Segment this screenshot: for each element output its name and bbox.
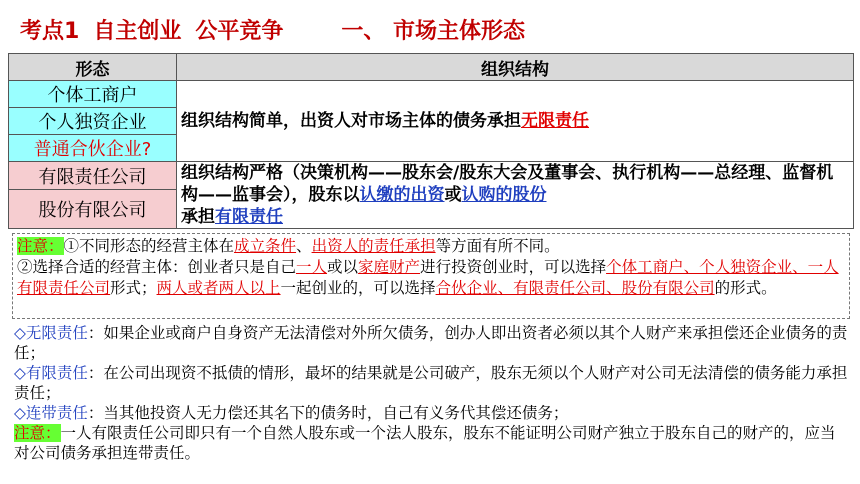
joint-label: ◇连带责任 <box>14 404 88 422</box>
desc-limited <box>177 162 854 229</box>
title-part1: 自主创业 <box>93 19 182 44</box>
form-general-partnership: 普通合伙企业? <box>9 135 177 162</box>
note-n2d: 家庭财产 <box>358 258 421 276</box>
note-n2g: 形式； <box>110 279 157 297</box>
desc2-text: 组织结构严格（决策机构——股东会/股东大会及董事会、执行机构——总经理、监督机构——监事会），股东以 <box>181 163 834 205</box>
note-n2c: 或以 <box>327 258 359 276</box>
title-part2: 公平竞争 <box>195 19 284 44</box>
joint-liability-item <box>14 403 850 423</box>
note-n2i: 一起创业的，可以选择 <box>280 279 436 297</box>
note-n2f: 个体工商户、个人独资企业、一人有限责任公司 <box>17 258 839 297</box>
limited-text: ：在公司出现资不抵债的情形，最坏的结果就是公司破产，股东无须以个人财产对公司无法清偿的债务能力承担责任； <box>14 364 848 402</box>
joint-text: ：当其他投资人无力偿还其名下的债务时，自己有义务代其偿还债务； <box>87 404 569 422</box>
form-llc: 有限责任公司 <box>9 162 177 190</box>
unlimited-text: ：如果企业或商户自身资产无法清偿对外所欠债务，创办人即出资者必须以其个人财产来承担偿还企业债务的责任； <box>14 324 848 362</box>
table-header-row <box>9 54 854 81</box>
table-row <box>9 162 854 190</box>
note-n2k: 的形式。 <box>714 279 777 297</box>
market-entity-table <box>8 53 854 229</box>
form-sole-proprietorship: 个人独资企业 <box>9 108 177 135</box>
liability-explanations <box>14 323 850 463</box>
page-title <box>20 14 525 45</box>
note-n2b: 一人 <box>296 258 328 276</box>
table-row <box>9 81 854 108</box>
limited-label: ◇有限责任 <box>14 364 88 382</box>
desc-unlimited <box>177 81 854 162</box>
form-joint-stock: 股份有限公司 <box>9 190 177 229</box>
note-n1c: 、 <box>296 237 312 255</box>
note-n1a: ①不同形态的经营主体在 <box>63 237 235 255</box>
header-form: 形态 <box>9 54 177 81</box>
one-person-llc-note <box>14 423 850 463</box>
desc1-highlight: 无限责任 <box>521 111 589 131</box>
desc2-or: 或 <box>444 185 462 205</box>
title-kaodian: 考点1 <box>20 19 80 44</box>
header-org: 组织结构 <box>177 54 854 81</box>
desc2-subscribed: 认缴的出资 <box>359 185 445 205</box>
unlimited-liability-item <box>14 323 850 363</box>
note2-text: 一人有限责任公司即只有一个自然人股东或一个法人股东，股东不能证明公司财产独立于股东自己的财产的，应当对公司债务承担连带责任。 <box>14 424 836 462</box>
note-label: 注意： <box>17 237 64 255</box>
desc2-bear: 承担 <box>181 207 215 227</box>
note-n2e: 进行投资创业时，可以选择 <box>420 258 607 276</box>
note-n1e: 等方面有所不同。 <box>435 237 560 255</box>
desc1-text: 组织结构简单，出资人对市场主体的债务承担 <box>181 111 521 131</box>
note2-label: 注意： <box>14 424 61 442</box>
unlimited-label: ◇无限责任 <box>14 324 88 342</box>
note-n1d: 出资人的责任承担 <box>311 237 436 255</box>
form-individual-business: 个体工商户 <box>9 81 177 108</box>
note-n1b: 成立条件 <box>234 237 297 255</box>
desc2-limited: 有限责任 <box>215 207 283 227</box>
note-n2h: 两人或者两人以上 <box>156 279 281 297</box>
note-box <box>12 233 850 319</box>
limited-liability-item <box>14 363 850 403</box>
note-n2a: ②选择合适的经营主体：创业者只是自己 <box>17 258 297 276</box>
desc2-shares: 认购的股份 <box>461 185 547 205</box>
note-n2j: 合伙企业、有限责任公司、股份有限公司 <box>435 279 715 297</box>
title-section: 一、 市场主体形态 <box>341 19 526 44</box>
